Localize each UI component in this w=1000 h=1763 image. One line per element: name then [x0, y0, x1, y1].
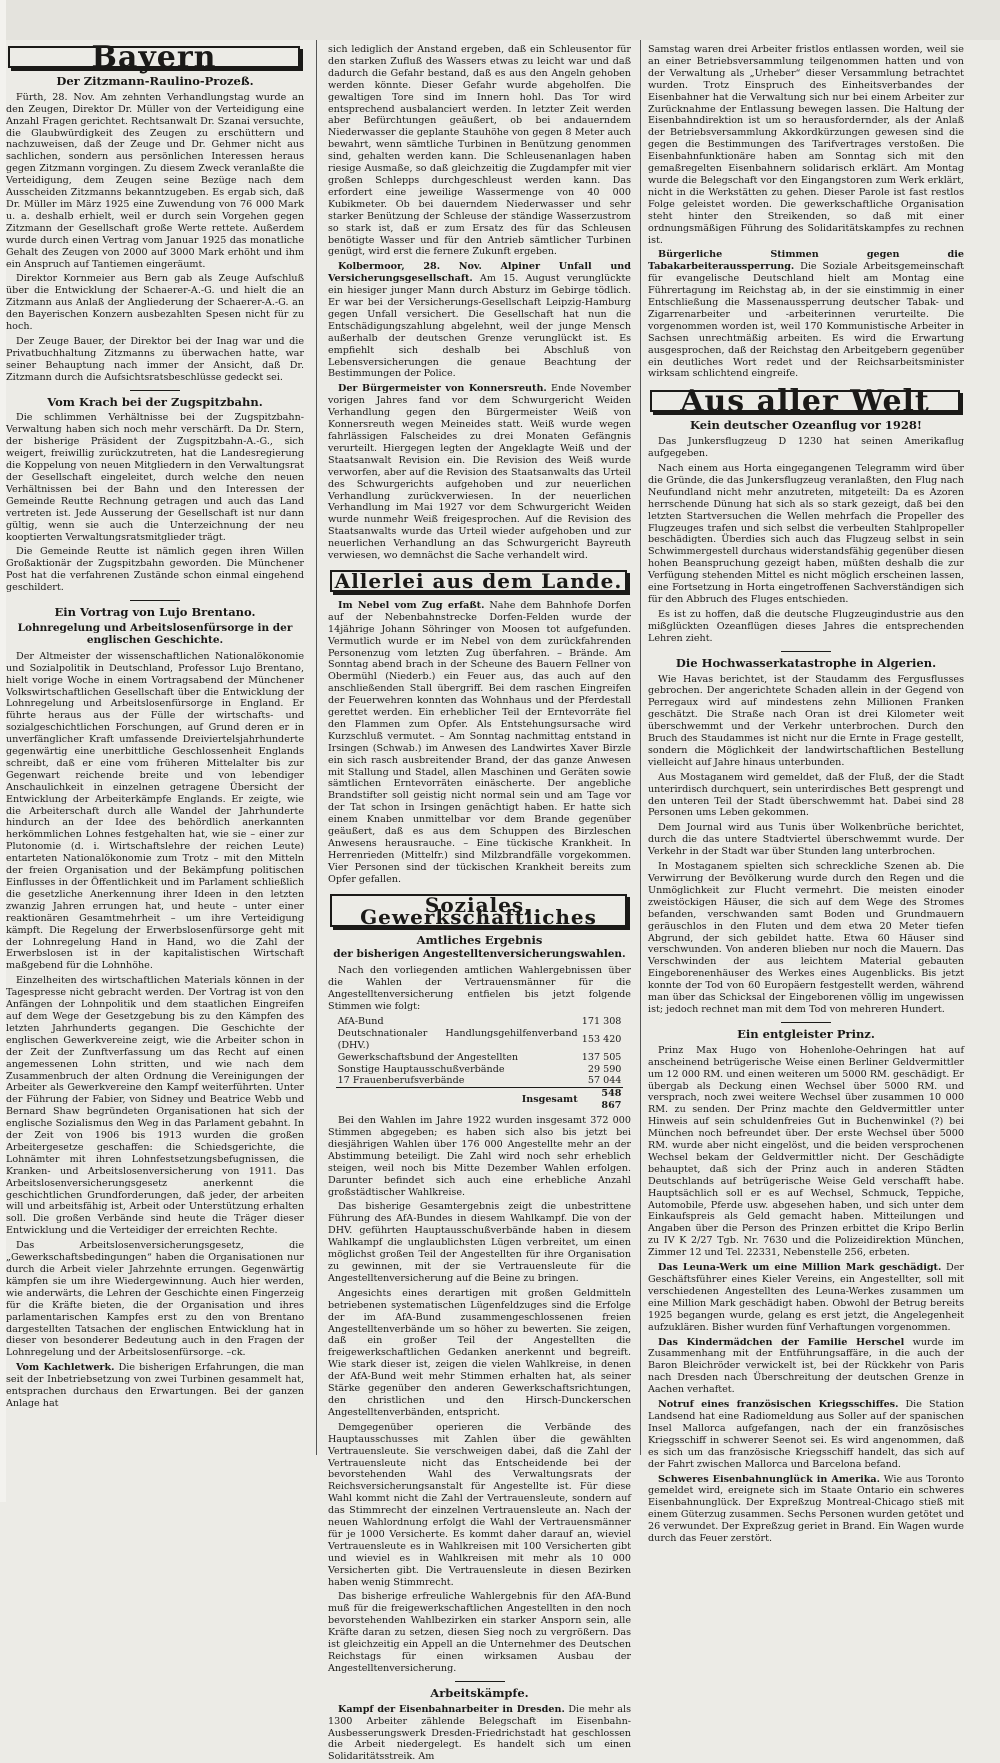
- column-2: [328, 44, 631, 1763]
- article-title-prinz: Ein entgleister Prinz.: [737, 1026, 875, 1041]
- paragraph: In Mostaganem spielten sich schreckliche Szenen ab. Die Verwirrung der Bevölkerung wurde durch den Regen und die Unmöglichkeit zur Flucht vermehrt. Die meisten einoder zweistöckigen Häuser, die sich auf dem Wege des Stromes befanden, verschwanden samt Boden und Grundmauern geräuschlos in den Fluten und dem etwa 20 Meter tiefen Abgrund, der sich gebildet hatte. Etwa 60 Häuser sind verschwunden. Von anderen blieben nur noch die Mauern. Das Verschwinden der aus leichtem Material gebauten Eingeborenenhäuser des Werkes eines Augenblicks. Bis jetzt konnte der Tod von 60 Europäern festgestellt werden, während man über das Schicksal der Eingeborenen völlig im ungewissen ist; jedoch rechnet man mit dem Tod von mehreren Hundert.: [648, 861, 964, 1015]
- paragraph: [328, 261, 631, 380]
- paragraph-body: Am 15. August verunglückte ein hiesiger junger Mann durch Absturz im Gebirge tödlich. Er war bei der Versicherungs-Gesellschaft Leipzig-Hamburg gegen Unfall versichert. Die Gesellschaft hat nun die Entschädigungszahlung abgelehnt, weil der junge Mensch außerhalb der deutschen Grenze verunglückt ist. Es empfiehlt sich deshalb bei Abschluß von Lebensversicherungen die genaue Beachtung der Bestimmungen der Police.: [328, 273, 631, 380]
- paragraph-lead: Kampf der Eisenbahnarbeiter in Dresden.: [338, 1703, 565, 1715]
- article-subtitle-brentano: Lohnregelung und Arbeitslosenfürsorge in der englischen Geschichte.: [17, 621, 293, 646]
- paragraph: Nach einem aus Horta eingegangenen Telegramm wird über die Gründe, die das Junkersflugzeug veranlaßten, den Flug nach Neufundland nicht mehr anzutreten, mitgeteilt: Da es Azoren herrschende Dünung hat sich als so stark gezeigt, daß bei den letzten Startversuchen die Wellen mehrfach die Propeller des Flugzeuges trafen und sich selbst die verbeulten Stahlpropeller beschädigten. Überdies sich auch das Flugzeug selbst in sein Schwimmergestell durchaus widerstandsfähig gegenüber diesen hohen Beanspruchung gezeigt haben, müßten deshalb die zur Verfügung stehenden Mittel es nicht möglich erscheinen lassen, eine Fortsetzung in Horta eingetroffenen Sachverständigen sich für den Abbruch des Fluges entschieden.: [648, 463, 964, 605]
- paragraph-lead: Vom Kachletwerk.: [16, 1362, 115, 1374]
- paragraph: Der Altmeister der wissenschaftlichen Nationalökonomie und Sozialpolitik in Deutschland, Professor Lujo Brentano, hielt vorige Woche in einem Vortragsabend der Münchener Volkswirtschaftlichen Gesellschaft über die Entwicklung der Lohnregelung und Arbeitslosenfürsorge in England. Er führte heraus aus der Fülle der wirtschafts- und sozialgeschichtlichen Forschungen, auf Grund deren er in unverfänglicher Kraft umfassende Dreiviertelsjahrhunderte gegenwärtig eine unerbittliche Geschlossenheit Englands schreibt, daß er eine vom früheren Mittelalter bis zur Gegenwart reichende breite und von lebendiger Anschaulichkeit in einzelnen getragene Übersicht der Entwicklung der Arbeiterkämpfe Englands. Er zeigte, wie die Arbeiterschaft durch alle Wandel der Jahrhunderte hindurch an der Idee des behördlich anerkannten herkömmlichen Lohnes festgehalten hat, wie sie – einer zur Plutonomie (d. i. Wirtschaftslehre der reichen Leute) entarteten Nationalökonomie zum Trotz – mit den Mitteln der freien Organisation und der Bekämpfung politischen Einflusses in der Öffentlichkeit und im Parlament schließlich die gesetzliche Anerkennung ihrer Ideen in den letzten zwanzig Jahren errungen hat, und heute – unter einer reaktionären Gesamtmehrheit – um ihre Verteidigung kämpft. Die Regelung der Erwerbslosenfürsorge geht mit der Lohnregelung Hand in Hand, wo die Zahl der Erwerbslosen ist in der kapitalistischen Wirtschaft maßgebend für die Lohnhöhe.: [6, 650, 304, 972]
- column-rule-1: [316, 40, 317, 1455]
- paragraph: [648, 1399, 964, 1470]
- section-title-soziales: Soziales, Gewerkschaftliches: [360, 892, 597, 929]
- result-row: [336, 1064, 624, 1076]
- paragraph-body: Nahe dem Bahnhofe Dorfen auf der Nebenbahnstrecke Dorfen-Felden wurde der 14jährige Johann Söhringer von Moosen tot aufgefunden. Vermutlich wurde er im Nebel von dem zurückfahrenden Personenzug vom letzten Zug überfahren. – Brände. Am Sonntag abend brach in der Scheune des Bauern Fellner von Obermühl (Niederb.) ein Feuer aus, das auch auf den anschließenden Stall übergriff. Bei dem raschen Eingreifen der Feuerwehren konnten das Wohnhaus und der Pferdestall gerettet werden. Ein erheblicher Teil der Erntevorräte fiel den Flammen zum Opfer. Als Entstehungsursache wird Kurzschluß vermutet. – Am Sonntag nachmittag entstand in Irsingen (Schwab.) im Anwesen des Landwirtes Xaver Birzle ein sich rasch ausbreitender Brand, der das ganze Anwesen mit Stallung und Stadel, allen Maschinen und Geräten sowie sämtlichen Erntevorräten einäscherte. Der angebliche Brandstifter soll geistig nicht normal sein und am Tage vor der Tat schon in Irsingen genächtigt haben. Er hatte sich einem Knaben unmittelbar vor dem Brande gegenüber geäußert, daß es aus dem Schuppen des Birzleschen Anwesens herausrauche. – Eine tückische Krankheit. In Herrenrieden (Mittelfr.) sind Milzbrandfälle vorgekommen. Vier Personen sind der tückischen Krankheit bereits zum Opfer gefallen.: [328, 599, 631, 885]
- column-3: [648, 44, 965, 1545]
- paragraph: Dem Journal wird aus Tunis über Wolkenbrüche berichtet, durch die das untere Stadtviertel überschwemmt wurde. Der Verkehr in der Stadt war über Stunden lang unterbrochen.: [648, 822, 964, 858]
- article-title-algerien: Die Hochwasserkatastrophe in Algerien.: [675, 655, 937, 670]
- separator: [455, 1681, 505, 1682]
- paragraph-body: Die mehr als 1300 Arbeiter zählende Belegschaft im Eisenbahn-Ausbesserungswerk Dresden-Friedrichstadt hat geschlossen die Arbeit niedergelegt. Es handelt sich um einen Solidaritätsstreik. Am: [328, 1703, 631, 1763]
- section-title-bayern: Bayern: [91, 40, 217, 75]
- paragraph: Direktor Kornmeier aus Bern gab als Zeuge Aufschluß über die Entwicklung der Schaerer-A.-G. und hielt die an Zitzmann aus Anlaß der Angliederung der Schaerer-A.-G. an den Bayerischen Konzern ausbezahlten Spesen nicht für zu hoch.: [6, 273, 304, 333]
- paragraph: [648, 1474, 964, 1545]
- separator: [130, 390, 180, 391]
- paragraph-body: wurde im Zusammenhang mit der Entführungsaffäre, in die auch der Baron Bleichröder verwickelt ist, bei der Rückkehr von Paris nach Dresden nach Überschreitung der deutschen Grenze in Aachen verhaftet.: [648, 1336, 964, 1396]
- paragraph-lead: Das Kindermädchen der Familie Herschel: [658, 1336, 905, 1348]
- election-results-table: [336, 1016, 624, 1112]
- column-rule-2: [640, 40, 641, 1455]
- paragraph: Das Arbeitslosenversicherungsgesetz, die „Gewerkschaftsbedingungen“ haben die Organisationen nur durch die Arbeit vieler Jahrzehnte errungen. Gegenwärtig kämpfen sie um ihre Wiedergewinnung. Auch hier werden, wie anderwärts, die Lehren der Geschichte einen Fingerzeig für die Kräfte bieten, die der Organisation und ihres parlamentarischen Kampfes erst zu den von Brentano dargestellten Tatsachen der englischen Entwicklung hat in dieser von besonderer Bedeutung auch in den Fragen der Lohnregelung und der Arbeitslosenfürsorge. –ck.: [6, 1240, 304, 1359]
- paragraph: Die Gemeinde Reutte ist nämlich gegen ihren Willen Großaktionär der Zugspitzbahn geworden. Die Münchener Post hat die verfahrenen Zustände schon einmal eingehend geschildert.: [6, 546, 304, 594]
- result-votes: 57 044: [587, 1075, 622, 1087]
- result-row: [336, 1028, 624, 1052]
- paragraph: [328, 1704, 631, 1763]
- paragraph: Demgegenüber operieren die Verbände des Hauptausschusses mit Zahlen über die gewählten Vertrauensleute. Sie verschweigen dabei, daß die Zahl der Vertrauensleute nicht das Entscheidende bei der bevorstehenden Wahl des Verwaltungsrats der Reichsversicherungsanstalt für Angestellte ist. Für diese Wahl kommt nicht die Zahl der Vertrauensleute, sondern auf das Stimmrecht der einzelnen Vertrauensleute an. Nach der neuen Wahlordnung erfolgt die Wahl der Vertrauensmänner für je 1000 Versicherte. Es kommt daher darauf an, wieviel Vertrauensleute es in Wahlkreisen mit 100 Versicherten gibt und wieviel es in Wahlkreisen mit mehr als 10 000 Versicherten gibt. Die Vertrauensleute in diesen Bezirken haben wenig Stimmrecht.: [328, 1421, 631, 1588]
- article-title-brentano: Ein Vortrag von Lujo Brentano.: [54, 605, 256, 620]
- paragraph-lead: Schweres Eisenbahnunglück in Amerika.: [658, 1473, 880, 1485]
- article-title-zitzmann: Der Zitzmann-Raulino-Prozeß.: [56, 73, 254, 88]
- paragraph: Die schlimmen Verhältnisse bei der Zugspitzbahn-Verwaltung haben sich noch mehr verschärft. Da Dr. Stern, der bisherige Präsident der Zugspitzbahn-A.-G., sich weigert, freiwillig zurückzutreten, hat die Landesregierung die Koppelung von neuen Mitgliedern in den Verwaltungsrat der Gesellschaft eingeleitet, durch welche den neuen Verhältnissen bei der Bahn und den Interessen der Gemeinde Reutte Rechnung getragen und auch das Land vertreten ist. Jede Ausserung der Gesellschaft ist nur dann gültig, wenn sie auch die Unterzeichnung der neu kooptierten Verwaltungsratsmitglieder trägt.: [6, 412, 304, 543]
- section-title-welt: Aus aller Welt: [680, 384, 930, 420]
- paragraph-lead: Das Leuna-Werk um eine Million Mark geschädigt.: [658, 1262, 942, 1274]
- paragraph: Das bisherige erfreuliche Wahlergebnis für den AfA-Bund muß für die freigewerkschaftlichen Angestellten in den noch bevorstehenden Wahlbezirken ein starker Ansporn sein, alle Kräfte daran zu setzen, diesen Sieg noch zu vergrößern. Das ist gleichzeitig ein Appell an die Unternehmer des Deutschen Reichstags für einen wirksamen Ausbau der Angestelltenversicherung.: [328, 1591, 631, 1674]
- column-1: [6, 40, 304, 1454]
- paragraph-body: Die bisherigen Erfahrungen, die man seit der Inbetriebsetzung von zwei Turbinen gesammelt hat, entsprachen durchaus den Erwartungen. Bei der ganzen Anlage hat: [6, 1362, 304, 1409]
- result-votes: 153 420: [581, 1033, 622, 1045]
- result-votes: 29 590: [587, 1063, 622, 1075]
- paragraph-lead: Im Nebel vom Zug erfaßt.: [338, 599, 485, 611]
- separator: [781, 1022, 831, 1023]
- paragraph: Nach den vorliegenden amtlichen Wahlergebnissen über die Wahlen der Vertrauensmänner für die Angestelltenversicherung entfielen bis jetzt folgende Stimmen wie folgt:: [328, 965, 631, 1012]
- paragraph-body: Die Soziale Arbeitsgemeinschaft für evangelische Deutschland hielt am Montag eine Führertagung im Reichstag ab, in der sie einstimmig in einer Entschließung die Massenaussperrung deutscher Tabak- und Zigarrenarbeiter und -arbeiterinnen verurteilte. Die vorgenommen worden ist, weil 170 Kommunistische Arbeiter in Sachsen unrechtmäßig arbeiten. Es wird die Erwartung ausgesprochen, daß der Reichstag den Arbeitgebern gegenüber ein deutliches Wort redet und der Reichsarbeitsminister wirksam schlichtend eingreife.: [648, 261, 964, 380]
- paragraph-body: Ende November vorigen Jahres fand vor dem Schwurgericht Weiden Verhandlung gegen den Bürgermeister Weiß von Konnersreuth wegen Meineides statt. Weiß wurde wegen fahrlässigen Falscheides zu drei Monaten Gefängnis verurteilt. Hiergegen legten der Angeklagte Weiß und der Staatsanwalt Revision ein. Die Revision des Weiß wurde verworfen, aber auf die Revision des Staatsanwalts das Urteil des Schwurgerichts aufgehoben und zur neuerlichen Verhandlung zurückverwiesen. In der neuerlichen Verhandlung im Mai 1927 vor dem Schwurgericht Weiden wurde nunmehr Weiß freigesprochen. Auf die Revision des Staatsanwalts wurde das Urteil wieder aufgehoben und zur neuerlichen Verhandlung an das Schwurgericht Bayreuth verwiesen, wo demnächst die Sache verhandelt wird.: [328, 383, 631, 562]
- paragraph: Das Junkersflugzeug D 1230 hat seinen Amerikaflug aufgegeben.: [648, 436, 964, 460]
- separator: [781, 651, 831, 652]
- article-subtitle-ergebnis: der bisherigen Angestelltenversicherungswahlen.: [333, 948, 626, 961]
- article-title-zugspitzbahn: Vom Krach bei der Zugspitzbahn.: [47, 394, 263, 409]
- paragraph-lead: Bürgerliche Stimmen gegen die Tabakarbeiteraussperrung.: [648, 249, 964, 273]
- paragraph: Fürth, 28. Nov. Am zehnten Verhandlungstag wurde an den Zeugen, Direktor Dr. Müller von der Verteidigung eine Anzahl Fragen gerichtet. Rechtsanwalt Dr. Szanai versuchte, die Glaubwürdigkeit des Zeugen zu erschüttern und nachzuweisen, daß der Zeuge und Dr. Gehmer nicht aus sachlichen, sondern aus persönlichen Interessen heraus gegen Zitzmann vorgingen. Zu diesem Zweck veranlaßte die Verteidigung, dem Zeugen seine Bezüge nach dem Ausscheiden Zitzmanns bekanntzugeben. Es ergab sich, daß Dr. Müller im März 1925 eine Zuwendung von 76 000 Mark u. a. deshalb erhielt, weil er durch sein Vorgehen gegen Zitzmann der Gesellschaft große Werte rettete. Außerdem wurde durch einen Vertrag vom Januar 1925 das monatliche Gehalt des Zeugen von 2000 auf 3000 Mark erhöht und ihm ein Anspruch auf Tantiemen eingeräumt.: [6, 91, 304, 270]
- paragraph: [6, 1362, 304, 1410]
- paragraph: [328, 600, 631, 886]
- total-row: [336, 1088, 624, 1112]
- result-votes: 171 308: [581, 1015, 622, 1027]
- page-top-margin: [0, 0, 1000, 40]
- paragraph: Es ist zu hoffen, daß die deutsche Flugzeugindustrie aus den mißglückten Ozeanflügen dieses Jahres die entsprechenden Lehren zieht.: [648, 608, 964, 644]
- paragraph: sich lediglich der Anstand ergeben, daß ein Schleusentor für den starken Zufluß des Wassers etwas zu leicht war und daß dadurch die Gefahr bestand, daß es aus den Angeln gehoben werden könnte. Dieser Gefahr wurde abgeholfen. Die gewaltigen Tore sind im Innern hohl. Das Tor wird entsprechend ausbalanciert werden. In letzter Zeit werden aber Befürchtungen geäußert, ob bei andauerndem Niederwasser die geplante Stauhöhe von gegen 8 Meter auch bewahrt, wenn sämtliche Turbinen in Benützung genommen sind, gehalten werden kann. Die Schleusenanlagen haben riesige Ausmaße, so daß gleichzeitig die Zugdampfer mit vier großen Schlepps durchgeschleust werden kann. Das erfordert eine jeweilige Wassermenge von 40 000 Kubikmeter. Ob bei dauerndem Niederwasser und sehr starker Benützung der Schleuse der ständige Wasserzustrom so stark ist, daß er zum Ersatz des für das Schleusen benötigte Wasser und für den Antrieb sämtlicher Turbinen genügt, wird erst die fernere Zukunft ergeben.: [328, 44, 631, 258]
- result-row: [336, 1075, 624, 1087]
- paragraph-body: Wie aus Toronto gemeldet wird, ereignete sich im Staate Ontario ein schweres Eisenbahnunglück. Der Expreßzug Montreal-Chicago stieß mit einem Güterzug zusammen. Sechs Personen wurden getötet und 26 verwundet. Der Expreßzug geriet in Brand. Ein Wagen wurde durch das Feuer zerstört.: [648, 1473, 964, 1545]
- result-name: AfA-Bund: [337, 1015, 384, 1027]
- paragraph: [648, 1337, 964, 1397]
- paragraph: Das bisherige Gesamtergebnis zeigt die unbestrittene Führung des AfA-Bundes in diesem Wahlkampf. Die von der DHV. geführten Hauptausschußverbände haben in diesem Wahlkampf die unglaublichsten Lügen verbreitet, um einen möglichst großen Teil der Angestellten für ihre Organisation zu gewinnen, mit der sie Vertrauensleute für die Angestelltenversicherung auf die Beine zu bringen.: [328, 1201, 631, 1284]
- paragraph: [648, 1262, 964, 1333]
- section-header-welt: [650, 384, 960, 420]
- paragraph: Einzelheiten des wirtschaftlichen Materials können in der Tagespresse nicht gebracht werden. Der Vortrag ist von den Anfängen der Lohnpolitik und dem staatlichen Eingreifen auf dem Wege der Gesetzgebung bis zu den Kämpfen des letzten Jahrhunderts gegangen. Die Geschichte der englischen Gewerkvereine zeigt, wie die Arbeiter schon in der Zeit der Zunftverfassung um das Recht auf einen angemessenen Lohn stritten, und wie nach dem Zusammenbruch der alten Ordnung die Vereinigungen der Arbeiter als Gewerkvereine den Kampf weiterführten. Unter der Führung der Fabier, von Sidney und Beatrice Webb und Bernard Shaw begründeten Organisationen hat sich der englische Sozialismus den Weg in das Parlament gebahnt. In der Zeit von 1906 bis 1913 wurden die großen Arbeitergesetze geschaffen: die Schiedsgerichte, die Lohnämter mit ihren Lohnfestsetzungsbefugnissen, die Kranken- und Arbeitslosenversicherung von 1911. Das Arbeitslosenversicherungsgesetz anerkennt die geschichtlichen Grundforderungen, daß jeder, der arbeiten will und arbeitsfähig ist, Arbeit oder Unterstützung erhalten soll. Die großen Verbände sind heute die Träger dieser Entwicklung und die Verteidiger der erreichten Rechte.: [6, 975, 304, 1237]
- result-row: [336, 1016, 624, 1028]
- result-name: Deutschnationaler Handlungsgehilfenverband (DHV.): [337, 1027, 578, 1051]
- separator: [130, 600, 180, 601]
- paragraph: [648, 249, 964, 380]
- paragraph: Der Zeuge Bauer, der Direktor bei der Inag war und die Privatbuchhaltung Zitzmanns zu überwachen hatte, war seiner Behauptung nach immer der Ansicht, daß Dr. Zitzmann durch die Aufsichtsratsbeschlüsse gedeckt sei.: [6, 335, 304, 383]
- article-title-ozeanflug: Kein deutscher Ozeanflug vor 1928!: [690, 418, 922, 433]
- section-header-lande: [330, 570, 627, 592]
- article-title-arbeitskaempfe: Arbeitskämpfe.: [430, 1685, 529, 1700]
- section-title-lande: Allerlei aus dem Lande.: [334, 568, 623, 593]
- total-label: Insgesamt: [336, 1088, 580, 1112]
- result-name: 17 Frauenberufsverbände: [337, 1075, 465, 1087]
- paragraph: Aus Mostaganem wird gemeldet, daß der Fluß, der die Stadt unterirdisch durchquert, sein unterirdisches Bett gesprengt und den unteren Teil der Stadt überschwemmt hat. Dabei sind 28 Personen ums Leben gekommen.: [648, 771, 964, 819]
- paragraph-lead: Kolbermoor, 28. Nov. Alpiner Unfall und Versicherungsgesellschaft.: [328, 261, 631, 285]
- result-row: [336, 1052, 624, 1064]
- result-name: Sonstige Hauptausschußverbände: [337, 1063, 505, 1075]
- section-header-soziales: [330, 894, 627, 928]
- paragraph: [328, 383, 631, 562]
- paragraph: Prinz Max Hugo von Hohenlohe-Oehringen hat auf anscheinend betrügerische Weise einen Berliner Geldvermittler um 12 000 RM. und einen weiteren um 5000 RM. geschädigt. Er übergab als Deckung einen Wechsel über 5000 RM. und versprach, noch zwei weitere Wechsel über zusammen 10 000 RM. zu senden. Der Prinz machte den Geldvermittler unter Hinweis auf sein schuldenfreies Gut in Buchenwinkel (?) bei München noch befreundet über. Der erste Wechsel über 5000 RM. wurde aber nicht eingelöst, und die beiden versprochenen Wechsel bekam der Geldvermittler nicht. Der Geschädigte behauptet, daß sich der Prinz auch in anderen Städten Deutschlands auf betrügerische Weise Geld verschafft habe. Hauptsächlich soll er es auf Wechsel, Schmuck, Teppiche, Automobile, Pferde usw. abgesehen haben, und sich unter dem Einkaufspreis als Geld gemacht haben. Mitteilungen und Angaben über die Person des Prinzen erbittet die Kripo Berlin zu IV K 2/27 Tgb. Nr. 7630 und die Polizeidirektion München, Zimmer 12 und Tel. 22331, Nebenstelle 256, erbeten.: [648, 1044, 964, 1259]
- paragraph: Samstag waren drei Arbeiter fristlos entlassen worden, weil sie an einer Betriebsversammlung teilgenommen hatten und von der Verwaltung als „Urheber“ dieser Versammlung betrachtet wurden. Trotz Einspruch des Einheitsverbandes der Eisenbahner hat die Verwaltung sich nur bei einem Arbeiter zur Zurücknahme der Entlassung bewegen lassen. Die Haltung der Eisenbahndirektion ist um so herausfordernder, als der Anlaß der Betriebsversammlung Akkordkürzungen gewesen sind die gegen die Bestimmungen des Tarifvertrages verstoßen. Die Eisenbahnfunktionäre haben am Sonntag sich mit den gemaßregelten Eisenbahnern solidarisch erklärt. Am Montag wurde die Belegschaft vor den Eingangstoren zum Werk erklärt, nicht in die Werkstätten zu gehen. Dieser Parole ist fast restlos Folge geleistet worden. Die gewerkschaftliche Organisation steht hinter den Streikenden, so daß mit einer ordnungsmäßigen Führung des Solidaritätskampfes zu rechnen ist.: [648, 44, 964, 246]
- section-header-bayern: [8, 40, 300, 75]
- paragraph-body: Die Station Landsend hat eine Radiomeldung aus Soller auf der spanischen Insel Mallorca aufgefangen, nach der ein französisches Kriegsschiff in schwerer Seenot sei. Es wird angenommen, daß es sich um das französische Kriegsschiff handelt, das sich auf der Fahrt zwischen Mallorca und Barcelona befand.: [648, 1399, 965, 1470]
- paragraph: Angesichts eines derartigen mit großen Geldmitteln betriebenen systematischen Lügenfeldzuges sind die Erfolge der im AfA-Bund zusammengeschlossenen freien Angestelltenverbände um so höher zu bewerten. Sie zeigen, daß ein großer Teil der Angestellten die freigewerkschaftlichen Gedanken anerkennt und begreift. Wie stark dieser ist, zeigen die vielen Wahlkreise, in denen der AfA-Bund weit mehr Stimmen erhalten hat, als seiner Stärke gegenüber den anderen Gewerkschaftsrichtungen, den christlichen und den Hirsch-Dunckerschen Angestelltenverbänden, entspricht.: [328, 1287, 631, 1418]
- result-votes: 137 505: [581, 1051, 622, 1063]
- paragraph-lead: Der Bürgermeister von Konnersreuth.: [338, 383, 547, 395]
- article-title-ergebnis: Amtliches Ergebnis: [416, 933, 543, 948]
- result-name: Gewerkschaftsbund der Angestellten: [337, 1051, 519, 1063]
- total-votes: 548 867: [580, 1088, 624, 1112]
- paragraph: Wie Havas berichtet, ist der Staudamm des Fergusflusses gebrochen. Der angerichtete Schaden allein in der Gegend von Perregaux wird auf mindestens zehn Millionen Franken geschätzt. Die Straße nach Oran ist drei Kilometer weit überschwemmt und der Verkehr unterbrochen. Durch den Bruch des Staudammes ist nicht nur die Ernte in Frage gestellt, sondern die Möglichkeit der landwirtschaftlichen Bestellung vielleicht auf Jahre hinaus unterbunden.: [648, 673, 964, 768]
- paragraph-body: Der Geschäftsführer eines Kieler Vereins, ein Angestellter, soll mit verschiedenen Angestellten des Leuna-Werkes zusammen um eine Million Mark geschädigt haben. Obwohl der Betrug bereits 1925 begangen wurde, gelang es erst jetzt, die Angelegenheit aufzuklären. Bisher wurden fünf Verhaftungen vorgenommen.: [648, 1262, 964, 1333]
- paragraph: Bei den Wahlen im Jahre 1922 wurden insgesamt 372 000 Stimmen abgegeben; es haben sich also bis jetzt bei diesjährigen Wahlen über 176 000 Angestellte mehr an der Abstimmung beteiligt. Die Zahl wird noch sehr erheblich steigen, weil noch bis Mitte Dezember Wahlen erfolgen. Darunter befindet sich auch eine erhebliche Anzahl großstädtischer Wahlkreise.: [328, 1115, 631, 1198]
- paragraph-lead: Notruf eines französischen Kriegsschiffes.: [658, 1399, 899, 1411]
